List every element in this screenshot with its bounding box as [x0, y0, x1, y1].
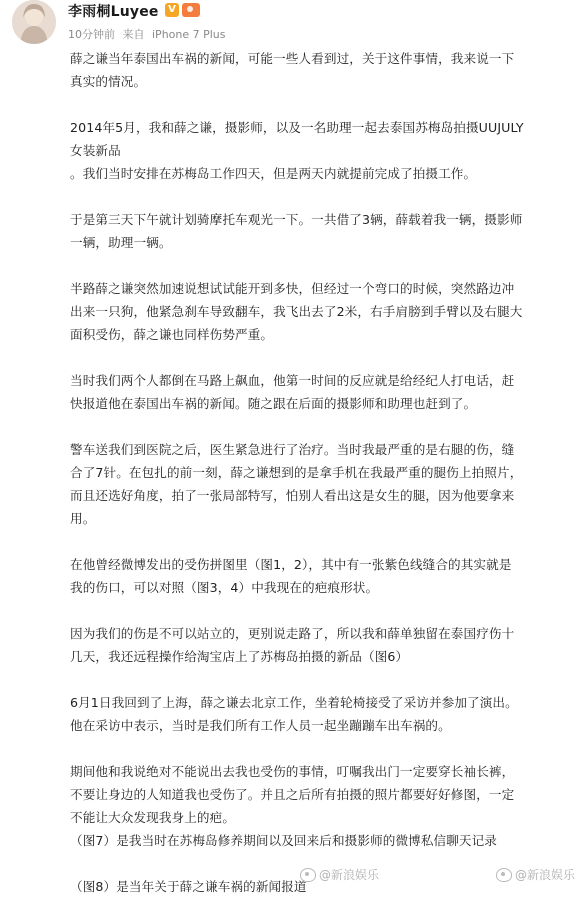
post-paragraph [70, 760, 570, 852]
post-paragraph [70, 691, 570, 737]
post-text-line: 不要让身边的人知道我也受伤了。并且之后所有拍摄的照片都要好好修图，一定 [70, 787, 515, 802]
post-paragraph [70, 553, 570, 599]
post-paragraph [70, 277, 570, 346]
avatar[interactable] [12, 0, 56, 44]
post-text-line: 我的伤口，可以对照（图3，4）中我现在的疤痕形状。 [70, 580, 379, 595]
post-text-line: 因为我们的伤是不可以站立的，更别说走路了，所以我和薛单独留在泰国疗伤十 [70, 626, 515, 641]
post-text-line: （图7）是我当时在苏梅岛修养期间以及回来后和摄影师的微博私信聊天记录 [70, 833, 498, 848]
post-text-line: 在他曾经微博发出的受伤拼图里（图1，2），其中有一张紫色线缝合的其实就是 [70, 557, 512, 572]
post-text-line: 几天，我还远程操作给淘宝店上了苏梅岛拍摄的新品（图6） [70, 649, 409, 664]
post-paragraph [70, 369, 570, 415]
post-text-line: 面积受伤，薛之谦也同样伤势严重。 [70, 327, 274, 342]
post-text-line: 不能让大众发现我身上的疤。 [70, 810, 236, 825]
post-source-device[interactable]: iPhone 7 Plus [152, 28, 226, 41]
post-text-line: 出来一只狗，他紧急刹车导致翻车，我飞出去了2米，右手肩膀到手臂以及右腿大 [70, 304, 523, 319]
post-body [70, 47, 570, 898]
post-text-line: 用。 [70, 511, 96, 526]
post-text-line: 快报道他在泰国出车祸的新闻。随之跟在后面的摄影师和助理也赶到了。 [70, 396, 477, 411]
post-time: 10分钟前 [68, 28, 115, 41]
post-text-line: 合了7针。在包扎的前一刻，薛之谦想到的是拿手机在我最严重的腿伤上拍照片， [70, 465, 523, 480]
post-text-line: 。我们当时安排在苏梅岛工作四天，但是两天内就提前完成了拍摄工作。 [70, 166, 477, 181]
post-text-line: （图8）是当年关于薛之谦车祸的新闻报道 [70, 879, 307, 894]
post-text-line: 于是第三天下午就计划骑摩托车观光一下。一共借了3辆，薛载着我一辆，摄影师 [70, 212, 523, 227]
post-text-line: 警车送我们到医院之后，医生紧急进行了治疗。当时我最严重的是右腿的伤，缝 [70, 442, 515, 457]
post-text-line: 半路薛之谦突然加速说想试试能开到多快，但经过一个弯口的时候，突然路边冲 [70, 281, 515, 296]
post-text-line: 一辆，助理一辆。 [70, 235, 172, 250]
post-text-line: 女装新品 [70, 143, 121, 158]
post-text-line: 2014年5月，我和薛之谦，摄影师，以及一名助理一起去泰国苏梅岛拍摄UUJULY [70, 120, 524, 135]
post-header [0, 0, 585, 48]
watermark-left-text: @新浪娱乐 [319, 868, 380, 882]
username[interactable]: 李雨桐Luyee [68, 4, 159, 20]
member-badge-icon [182, 3, 200, 17]
post-text-line: 他在采访中表示，当时是我们所有工作人员一起坐蹦蹦车出车祸的。 [70, 718, 451, 733]
post-meta [68, 26, 230, 42]
post-text-line: 6月1日我回到了上海，薛之谦去北京工作，坐着轮椅接受了采访并参加了演出。 [70, 695, 518, 710]
post-paragraph [70, 47, 570, 93]
post-text-line: 而且还选好角度，拍了一张局部特写，怕别人看出这是女生的腿，因为他要拿来 [70, 488, 515, 503]
post-text-line: 期间他和我说绝对不能说出去我也受伤的事情，叮嘱我出门一定要穿长袖长裤， [70, 764, 515, 779]
post-text-line: 真实的情况。 [70, 74, 147, 89]
verified-badge-icon: V [165, 3, 179, 17]
post-text-line: 当时我们两个人都倒在马路上飙血，他第一时间的反应就是给经纪人打电话，赶 [70, 373, 515, 388]
watermark-right [496, 866, 575, 883]
post-paragraph [70, 208, 570, 254]
post-paragraph [70, 116, 570, 185]
watermark-right-text: @新浪娱乐 [515, 868, 576, 882]
post-source-prefix: 来自 [122, 28, 145, 41]
post-paragraph [70, 622, 570, 668]
weibo-logo-icon [300, 868, 316, 882]
post-paragraph [70, 438, 570, 530]
weibo-logo-icon [496, 868, 512, 882]
post-text-line: 薛之谦当年泰国出车祸的新闻，可能一些人看到过，关于这件事情，我来说一下 [70, 51, 515, 66]
watermark-left [300, 866, 379, 883]
